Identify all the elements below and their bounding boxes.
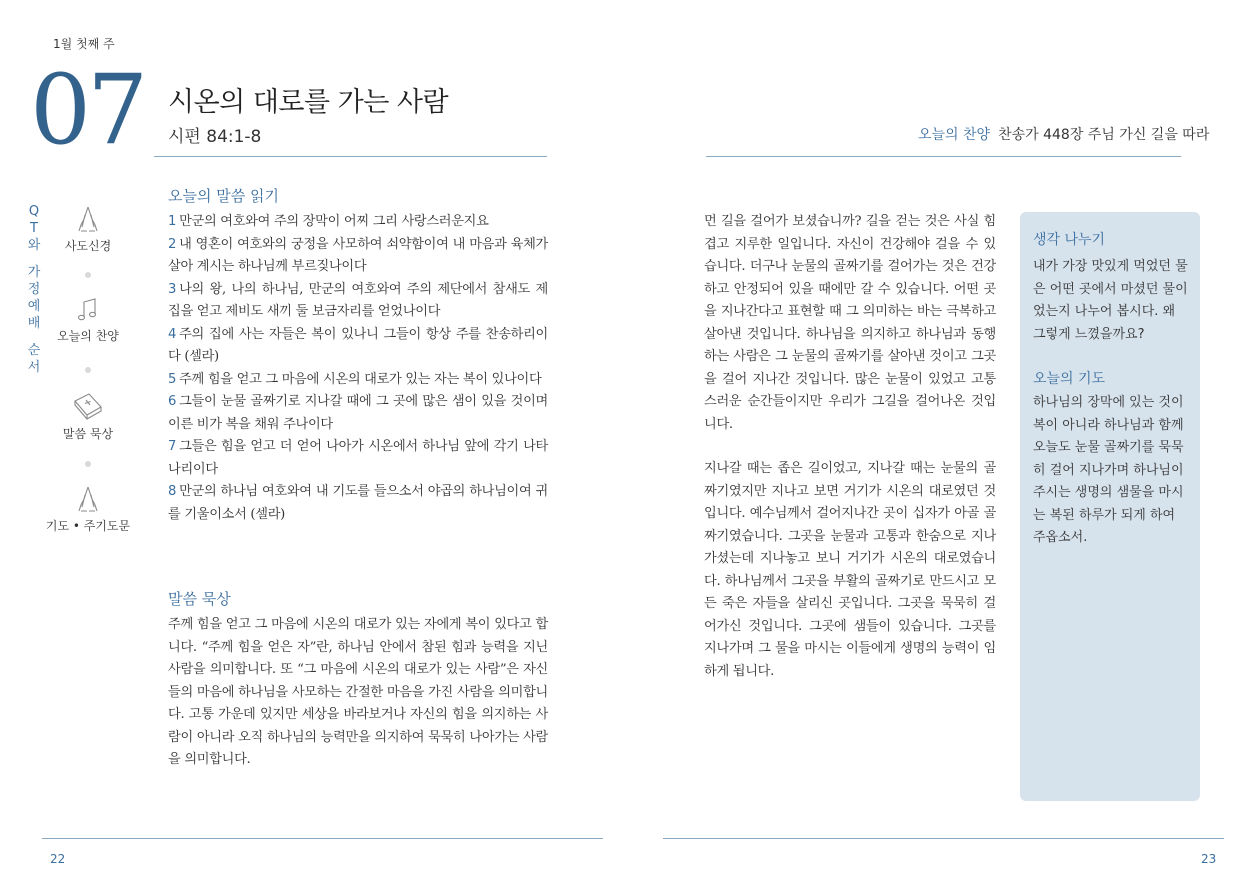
verse-text: 주의 집에 사는 자들은 복이 있나니 그들이 항상 주를 찬송하리이다 (셀라) xyxy=(168,326,548,364)
verse xyxy=(168,481,548,526)
verse-number: 8 xyxy=(168,484,177,499)
reading-heading: 오늘의 말씀 읽기 xyxy=(168,187,279,205)
vertical-char: 와 xyxy=(27,238,41,253)
day-number: 07 xyxy=(30,54,145,166)
nav-item-creed xyxy=(44,205,132,254)
meditation-text: 주께 힘을 얻고 그 마음에 시온의 대로가 있는 자에게 복이 있다고 합니다. “주께 힘을 얻은 자”란, 하나님 안에서 참된 힘과 능력을 지닌 사람을 의미합니다. 또 “그 마음에 시온의 대로가 있는 사람”은 자신들의 마음에 하나님을 사모하는 간절한 마음을 가진 사람을 의미합니다. 고통 가운데 있지만 세상을 바라보거나 자신의 힘을 의지하는 사람이 아니라 오직 하나님의 능력만을 의지하여 묵묵히 나아가는 사람을 의미합니다. xyxy=(168,617,548,767)
footer-divider-left xyxy=(42,838,603,839)
prayer-body xyxy=(1033,392,1189,550)
praying-hands-icon xyxy=(73,485,103,513)
verse-number: 4 xyxy=(168,326,177,342)
share-heading: 생각 나누기 xyxy=(1033,232,1106,248)
nav-label: 말씀 묵상 xyxy=(62,427,114,441)
music-note-icon xyxy=(73,297,103,323)
nav-item-meditation xyxy=(44,391,132,442)
vertical-char: 정 xyxy=(27,282,41,297)
verse-number: 7 xyxy=(168,439,177,454)
bible-icon xyxy=(71,391,105,421)
header-divider-right xyxy=(706,156,1181,157)
verse-text: 나의 왕, 나의 하나님, 만군의 여호와여 주의 제단에서 참새도 제 집을 얻고 제비도 새끼 둘 보금자리를 얻었나이다 xyxy=(168,281,548,319)
praying-hands-icon xyxy=(73,205,103,233)
todays-hymn xyxy=(918,124,1209,144)
verse-text: 만군의 여호와여 주의 장막이 어찌 그리 사랑스러운지요 xyxy=(179,214,489,229)
body-paragraph-1: 먼 길을 걸어가 보셨습니까? 길을 걷는 것은 사실 힘겹고 지루한 일입니다. 자신이 건강해야 걸을 수 있습니다. 더구나 눈물의 골짜기를 걸어가는 것은 건강하고 안정되어 있을 때에만 갈 수 있습니다. 어떤 곳을 지나간다고 표현할 때 그 의미하는 바는 극복하고 살아낸 것입니다. 하나님을 의지하고 하나님과 동행하는 사람은 그 눈물의 골짜기를 살아낸 것이고 그곳을 걸어 지나간 것입니다. 많은 눈물이 있었고 고통스러운 순간들이지만 우리가 그길을 걸어나온 것입니다. xyxy=(704,214,996,432)
meditation-heading: 말씀 묵상 xyxy=(168,590,231,608)
vertical-char: 가 xyxy=(27,265,41,280)
verse xyxy=(168,279,548,324)
verse-number: 1 xyxy=(168,214,177,229)
hymn-label: 오늘의 찬양 xyxy=(918,127,991,143)
verse xyxy=(168,436,548,481)
verse xyxy=(168,369,548,392)
verse-number: 3 xyxy=(168,281,177,297)
scripture-reference: 시편 84:1-8 xyxy=(168,127,262,147)
nav-item-prayer xyxy=(44,485,132,534)
vertical-gap xyxy=(26,332,42,342)
prayer-text: 하나님의 장막에 있는 것이 복이 아니라 하나님과 함께 오늘도 눈물 골짜기를 묵묵히 걸어 지나가며 하나님이 주시는 생명의 샘물을 마시는 복된 하루가 되게 하여 주옵소서. xyxy=(1033,395,1184,545)
vertical-char: T xyxy=(30,221,38,236)
verse-text: 주께 힘을 얻고 그 마음에 시온의 대로가 있는 자는 복이 있나이다 xyxy=(179,371,542,387)
verse-text: 그들이 눈물 골짜기로 지나갈 때에 그 곳에 많은 샘이 있을 것이며 이른 비가 복을 채워 주나이다 xyxy=(168,394,548,432)
verse-list xyxy=(168,211,548,526)
verse-text: 만군의 하나님 여호와여 내 기도를 들으소서 야곱의 하나님이여 귀를 기울이소서 (셀라) xyxy=(168,484,548,522)
body-paragraph-2: 지나갈 때는 좁은 길이었고, 지나갈 때는 눈물의 골짜기였지만 지나고 보면 거기가 시온의 대로였던 것입니다. 예수님께서 걸어지나간 곳이 십자가 아골 골짜기였습니다. 그곳을 눈물과 고통과 한숨으로 지나가셨는데 지나놓고 보니 거기가 시온의 대로였습니다. 하나님께서 그곳을 부활의 골짜기로 만드시고 모든 죽은 자들을 살리신 곳입니다. 그곳을 묵묵히 걸어가신 것입니다. 그곳에 샘들이 있습니다. 그곳를 지나가며 그 물을 마시는 이들에게 생명의 능력이 임하게 됩니다. xyxy=(704,461,996,679)
verse-number: 2 xyxy=(168,236,177,252)
page-title: 시온의 대로를 가는 사람 xyxy=(168,87,449,118)
verse xyxy=(168,234,548,279)
prayer-heading: 오늘의 기도 xyxy=(1033,371,1106,387)
header-divider-left xyxy=(154,156,547,157)
right-body xyxy=(704,211,996,683)
verse-text: 내 영혼이 여호와의 궁정을 사모하여 쇠약함이여 내 마음과 육체가 살아 계시는 하나님께 부르짖나이다 xyxy=(168,236,548,274)
footer-divider-right xyxy=(663,838,1224,839)
nav-label: 사도신경 xyxy=(64,239,112,253)
nav-separator-dot xyxy=(85,272,91,278)
vertical-char: 순 xyxy=(27,343,41,358)
verse xyxy=(168,391,548,436)
verse-number: 5 xyxy=(168,371,177,387)
vertical-char: 배 xyxy=(27,316,41,331)
nav-item-hymn xyxy=(44,297,132,344)
share-text: 내가 가장 맛있게 먹었던 물은 어떤 곳에서 마셨던 물이었는지 나누어 봅시다. 왜 그렇게 느꼈을까요? xyxy=(1033,259,1188,342)
page-number-left: 22 xyxy=(50,852,66,866)
week-label: 1월 첫째 주 xyxy=(53,37,115,51)
share-body xyxy=(1033,256,1189,346)
nav-separator-dot xyxy=(85,367,91,373)
verse xyxy=(168,211,548,234)
nav-label: 기도 • 주기도문 xyxy=(45,519,131,533)
verse xyxy=(168,324,548,369)
vertical-char: 서 xyxy=(27,360,41,375)
vertical-gap xyxy=(26,254,42,264)
meditation-body xyxy=(168,614,548,772)
nav-label: 오늘의 찬양 xyxy=(57,329,119,343)
verse-number: 6 xyxy=(168,394,177,409)
vertical-section-label xyxy=(26,203,42,376)
hymn-value: 찬송가 448장 주님 가신 길을 따라 xyxy=(998,127,1210,143)
page-number-right: 23 xyxy=(1201,852,1217,866)
vertical-char: Q xyxy=(28,204,40,219)
verse-text: 그들은 힘을 얻고 더 얻어 나아가 시온에서 하나님 앞에 각기 나타나리이다 xyxy=(168,439,548,477)
nav-separator-dot xyxy=(85,461,91,467)
vertical-char: 예 xyxy=(27,299,41,314)
